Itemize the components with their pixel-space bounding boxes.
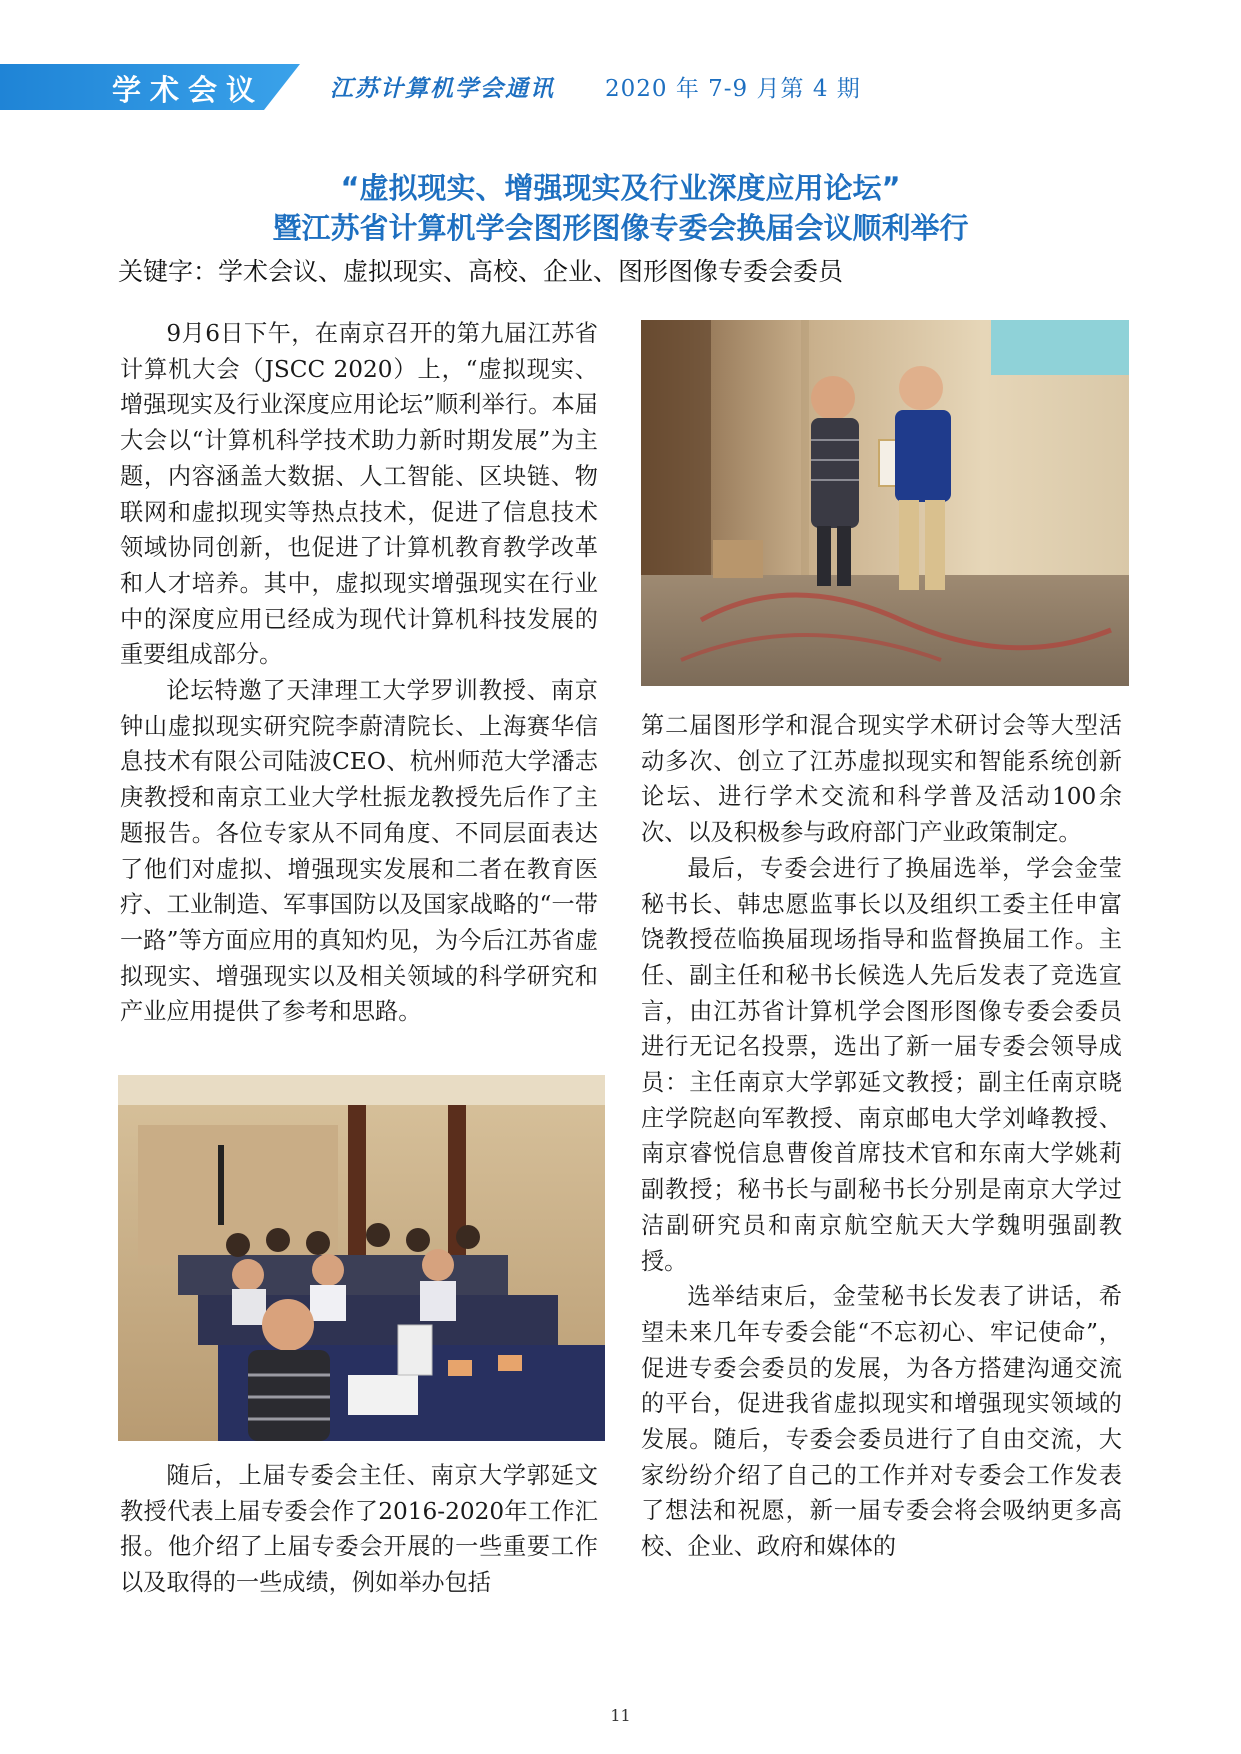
paragraph: 第二届图形学和混合现实学术研讨会等大型活动多次、创立了江苏虚拟现实和智能系统创新论坛、进行学术交流和科学普及活动100余次、以及积极参与政府部门产业政策制定。 — [641, 712, 1122, 847]
left-column-bottom — [120, 1458, 598, 1601]
article-keywords: 关键字：学术会议、虚拟现实、高校、企业、图形图像专委会委员 — [118, 257, 844, 286]
article-title-line2: 暨江苏省计算机学会图形图像专委会换届会议顺利举行 — [272, 211, 969, 245]
header-issue: 2020 年 7-9 月第 4 期 — [605, 76, 861, 102]
paragraph: 随后，上届专委会主任、南京大学郭延文教授代表上届专委会作了2016-2020年工作汇报。他介绍了上届专委会开展的一些重要工作以及取得的一些成绩，例如举办包括 — [120, 1462, 598, 1597]
paragraph: 论坛特邀了天津理工大学罗训教授、南京钟山虚拟现实研究院李蔚清院长、上海赛华信息技术有限公司陆波CEO、杭州师范大学潘志庚教授和南京工业大学杜振龙教授先后作了主题报告。各位专家从不同角度、不同层面表达了他们对虚拟、增强现实发展和二者在教育医疗、工业制造、军事国防以及国家战略的“一带一路”等方面应用的真知灼见，为今后江苏省虚拟现实、增强现实以及相关领域的科学研究和产业应用提供了参考和思路。 — [120, 677, 598, 1026]
paragraph: 选举结束后，金莹秘书长发表了讲话，希望未来几年专委会能“不忘初心、牢记使命”，促进专委会委员的发展，为各方搭建沟通交流的平台，促进我省虚拟现实和增强现实领域的发展。随后，专委会委员进行了自由交流，大家纷纷介绍了自己的工作并对专委会工作发表了想法和祝愿，新一届专委会将会吸纳更多高校、企业、政府和媒体的 — [641, 1283, 1122, 1561]
page-number: 11 — [610, 1706, 631, 1725]
article-title-line1: “虚拟现实、增强现实及行业深度应用论坛” — [340, 171, 901, 205]
paragraph: 9月6日下午，在南京召开的第九届江苏省计算机大会（JSCC 2020）上，“虚拟现实、增强现实及行业深度应用论坛”顺利举行。本届大会以“计算机科学技术助力新时期发展”为主题，内容涵盖大数据、人工智能、区块链、物联网和虚拟现实等热点技术，促进了信息技术领域协同创新，也促进了计算机教育教学改革和人才培养。其中，虚拟现实增强现实在行业中的深度应用已经成为现代计算机科技发展的重要组成部分。 — [120, 320, 598, 669]
page-header — [0, 64, 1241, 110]
photo-certificate-presentation — [641, 320, 1129, 686]
photo-conference-audience — [118, 1075, 605, 1441]
header-journal-name: 江苏计算机学会通讯 — [330, 75, 555, 102]
paragraph: 最后，专委会进行了换届选举，学会金莹秘书长、韩忠愿监事长以及组织工委主任申富饶教授莅临换届现场指导和监督换届工作。主任、副主任和秘书长候选人先后发表了竞选宣言，由江苏省计算机学会图形图像专委会委员进行无记名投票，选出了新一届专委会领导成员：主任南京大学郭延文教授；副主任南京晓庄学院赵向军教授、南京邮电大学刘峰教授、南京睿悦信息曹俊首席技术官和东南大学姚莉副教授；秘书长与副秘书长分别是南京大学过洁副研究员和南京航空航天大学魏明强副教授。 — [641, 854, 1122, 1275]
right-column — [641, 708, 1122, 1565]
header-section-label: 学术会议 — [112, 73, 265, 107]
left-column-top — [120, 316, 598, 1030]
